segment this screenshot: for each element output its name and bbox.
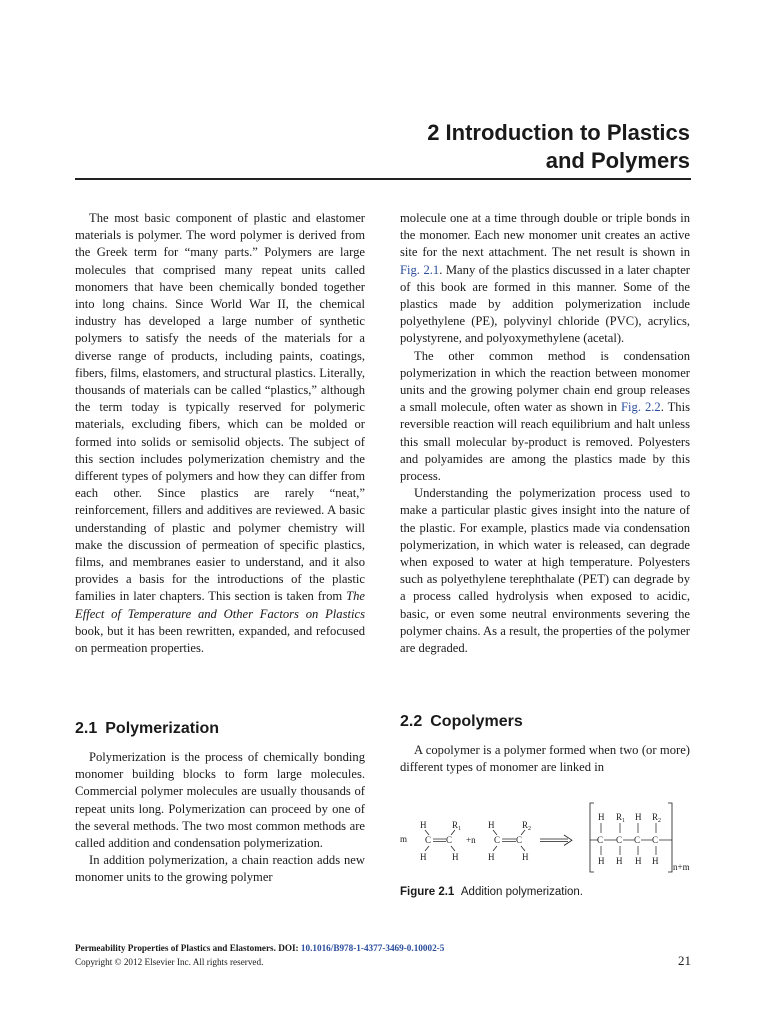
figure-label: Figure 2.1 <box>400 886 455 898</box>
atom-r1: $R_1$ <box>616 812 626 824</box>
chapter-title-line1: 2 Introduction to Plastics <box>427 120 690 145</box>
atom-c: C <box>634 835 641 845</box>
atom-r2: $R_2$ <box>652 812 662 824</box>
page-number: 21 <box>678 953 691 968</box>
section-title: Copolymers <box>430 713 523 730</box>
coefficient-m: m <box>400 834 408 844</box>
atom-c: C <box>425 835 432 845</box>
chapter-title-line2: and Polymers <box>545 148 690 173</box>
atom-h: H <box>452 852 459 862</box>
repeat-subscript: n+m <box>673 862 690 872</box>
copolymer-paragraph: A copolymer is a polymer formed when two (or more) different types of monomer are linked in <box>400 743 690 775</box>
atom-r1: $R_1$ <box>452 820 462 832</box>
atom-c: C <box>652 835 659 845</box>
right-column <box>400 210 690 657</box>
atom-h: H <box>488 852 495 862</box>
section-2-1-heading <box>75 719 219 739</box>
atom-h: H <box>616 856 623 866</box>
atom-c: C <box>597 835 604 845</box>
condensation-paragraph <box>400 348 690 486</box>
addition-polymerization-figure <box>400 800 700 880</box>
section-2-2-heading <box>400 712 523 732</box>
atom-c: C <box>494 835 501 845</box>
footer-copyright: Copyright © 2012 Elsevier Inc. All rights reserved. <box>75 957 264 967</box>
fig-2-1-link[interactable]: Fig. 2.1 <box>400 262 440 277</box>
atom-r2: $R_2$ <box>522 820 532 832</box>
atom-h: H <box>420 820 427 830</box>
condensation-text-a: The other common method is condensation polymerization in which the reaction between monomer units and the growing polymer chain end group releases a small molecule, often water as shown in <box>400 348 690 415</box>
intro-text-a: The most basic component of plastic and elastomer materials is polymer. The word polymer is derived from the Greek term for “many parts.” Polymers are large molecules that comprised many repeat units called monomers that have been chemically bonded together into long chains. Since World War II, the chemical industry has developed a large number of synthetic polymers to satisfy the needs of the materials for a diverse range of products, including paints, coatings, fibers, films, elastomers, and structural plastics. Literally, thousands of materials can be called “plastics,” although the term today is typically reserved for polymeric materials, excluding fibers, which can be molded or formed into solids or semisolid objects. The subject of this section includes polymerization chemistry and the different types of polymers and how they can differ from each other. Since plastics are rarely “neat,” reinforcement, fillers and additives are reviewed. A basic understanding of plastic and polymer chemistry will make the discussion of permeation of specific plastics, films, and membranes easier to understand, and it also provides a basis for the introductions of the plastic families in later chapters. This section is taken from <box>75 211 365 604</box>
atom-h: H <box>635 856 642 866</box>
addition-intro-paragraph: In addition polymerization, a chain reaction adds new monomer units to the growing polymer <box>75 853 365 885</box>
addition-text-b: . Many of the plastics discussed in a later chapter of this book are formed in this manner. Some of the plastics made by addition polymerization include polyethylene (PE), polyvinyl chloride (PVC), acrylics, polystyrene, and polyoxymethylene (acetal). <box>400 262 690 346</box>
intro-text-b: book, but it has been rewritten, expanded, and refocused on permeation properties. <box>75 623 365 656</box>
footer-book: Permeability Properties of Plastics and Elastomers. DOI: <box>75 943 301 953</box>
section-number: 2.2 <box>400 713 423 730</box>
left-column <box>75 210 365 657</box>
section-title: Polymerization <box>105 720 220 737</box>
atom-c: C <box>616 835 623 845</box>
doi-link[interactable]: 10.1016/B978-1-4377-3469-0.10002-5 <box>300 943 445 953</box>
atom-c: C <box>516 835 523 845</box>
condensation-text-b: . This reversible reaction will reach equilibrium and halt unless this small molecular by-product is removed. Polyesters and polyamides are among the plastics made by this process. <box>400 400 690 484</box>
intro-paragraph <box>75 210 365 657</box>
section-2-2-body <box>400 742 690 776</box>
coefficient-n: +n <box>466 835 476 845</box>
atom-h: H <box>635 812 642 822</box>
atom-h: H <box>598 812 605 822</box>
footer-citation <box>75 943 444 953</box>
polymerization-paragraph: Polymerization is the process of chemically bonding monomer building blocks to form large molecules. Commercial polymer molecules are usually thousands of repeat units long. Polymerization can proceed by one of the several methods. The two most common methods are called addition and condensation polymerization. <box>75 750 365 851</box>
book-title-reference: The Effect of Temperature and Other Factors on Plastics <box>75 589 365 621</box>
figure-caption <box>400 886 583 898</box>
section-number: 2.1 <box>75 720 98 737</box>
addition-text-a: molecule one at a time through double or triple bonds in the monomer. Each new monomer unit creates an active site for the next attachment. The net result is shown in <box>400 211 690 260</box>
fig-2-2-link[interactable]: Fig. 2.2 <box>621 400 661 415</box>
section-2-1-body <box>75 749 365 887</box>
atom-h: H <box>652 856 659 866</box>
left-bracket <box>590 803 594 872</box>
atom-h: H <box>598 856 605 866</box>
addition-paragraph <box>400 210 690 348</box>
atom-h: H <box>522 852 529 862</box>
understanding-paragraph: Understanding the polymerization process used to make a particular plastic gives insight into the nature of the plastic. For example, plastics made via condensation polymerization, in which water is released, can degrade when exposed to water at high temperature. Polyesters such as polyethylene terephthalate (PET) can degrade by a process called hydrolysis when exposed to acidic, basic, or even some neutral environments severing the polymer chains. As a result, the properties of the polymer are degraded. <box>400 486 690 656</box>
reaction-arrow-icon <box>540 835 572 846</box>
atom-c: C <box>446 835 453 845</box>
figure-caption-text: Addition polymerization. <box>460 886 583 898</box>
atom-h: H <box>420 852 427 862</box>
chapter-title <box>270 119 690 175</box>
right-bracket <box>668 803 672 872</box>
atom-h: H <box>488 820 495 830</box>
chapter-divider <box>75 178 691 180</box>
